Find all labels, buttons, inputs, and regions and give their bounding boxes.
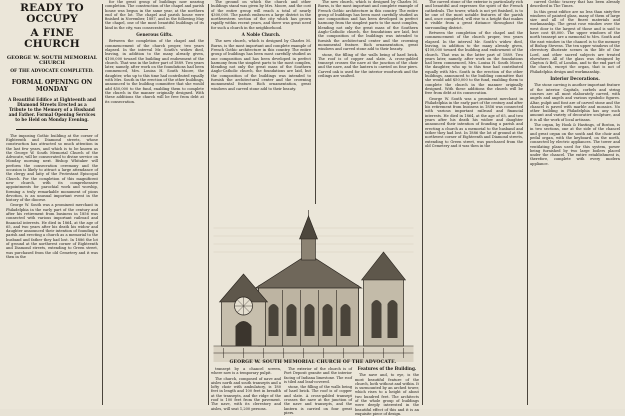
- column-divider: [527, 4, 528, 405]
- paragraph: The new church, which is designed by Charles M. Burns, is the most important and complete example of French Gothic architecture in this country. The entire group of buildings has been most carefully studied as one composition and has been developed in perfect harmony from the simplest parts to the most complex, blending not only the great mass of the Southern Anglo-Catholic church, the foundations are laid, but the composition of the buildings was intended to furnish the architectural center and the crowning monumental feature. Rich ornamentation, great windows and carved stone add to their beauty.: [211, 39, 311, 91]
- paragraph: George W. South was a prominent merchant in Philadelphia in the early part of the century and after his retirement from business in 1856 was connected with various important railroad and financial interests. He died in 1864, at the age of 65, and two years after his death his widow and daughter announced their intention of founding a parish and erecting a church as a memorial to the husband and father they had lost. In 1886 the lot of ground at the northwest corner of Eighteenth and Diamond streets, extending to Green street, was purchased from the old Cemetery and it was then in the: [6, 203, 98, 259]
- column-divider: [208, 4, 209, 405]
- paragraph: stone, the filling of the walls being of hard brick. The roof is of copper and slate. A cross-gabled transept crosses the nave at the junction of the nave and transepts, and the lantern is carried on four great piers.: [284, 385, 352, 415]
- column-divider: [102, 4, 103, 405]
- paragraph: The stone carving is another important feature of the interior. Capitals, corbels and string courses are all most elaborately carved, with angels and angels and various symbolic figures. Altar, pulpit and font are of carved stone and the chancel is paved with marble and mosaics. No other building in Philadelphia has any such amount and variety of decorative sculpture, and it is all the work of local artisans.: [530, 83, 620, 122]
- section-heading: Features of the Building.: [357, 366, 417, 371]
- paragraph: The nave and, to eye, is the most beautiful feature of the church, both without and within. It is surmounted by an arched tower, which rises to a height of about two hundred feet. The architects of the whole group of buildings were deeply interested in the beautiful effect of this and it is an exquisite piece of design.: [355, 373, 419, 416]
- column-2: [105, 0, 204, 364]
- divider: [16, 129, 88, 130]
- column-6: [530, 0, 620, 409]
- paragraph: In this great edifice are no less than sixty-five windows of painted glass, many of them of large size and all of the finest materials and workmanship. The great rose window over the west door is the largest of those and is said to have cost $8,000. The upper windows of the north transept are a memorial to Mrs. South and the east window in the chancel is to the memory of Bishop Stevens. The ten upper windows of the clerestory illustrate scenes in the life of Our Lord, and other sacred subjects are treated elsewhere. All of the glass was designed by Clayton & Bell, of London, and to the end part of the church, except the organ, that is not of Philadelphia design and workmanship.: [530, 9, 620, 74]
- headline-line-1: READY TO OCCUPY: [20, 2, 84, 25]
- paragraph: The imposing Gothic building at the corner of Eighteenth and Diamond streets, whose construction has attracted so much attention in the last few years, and which is to be known as the George W. South Memorial Church of the Advocate, will be consecrated to divine service on Monday morning next. Bishop Whitaker will perform the consecration ceremony and the occasion is likely to attract a large attendance of the clergy and laity of the Protestant Episcopal Church. For the completion of this magnificent new church, with its comprehensive appointments for parochial work and worship, forming a truly remarkable monument of pious devotion, is an unusual important event in the history of the diocese.: [6, 133, 98, 203]
- section-heading: Interior Decorations.: [550, 76, 600, 82]
- column-4: [318, 0, 418, 204]
- headline-deck: A Beautiful Edifice at Eighteenth and Diamond Streets Erected as a Tribute to the Memory of a Husband and Father. Formal Opening Services to be Held on Monday Evening.: [8, 97, 96, 122]
- lower-column-3: [355, 366, 419, 416]
- paragraph: The exterior of the church is of Port Deposit granite and the interior facing of Indiana limestone. The roof is tiled and lead-covered.: [284, 367, 352, 384]
- lower-column-2: [284, 367, 352, 415]
- paragraph: carved Gothic tracery that has been already described in The Times.: [530, 0, 620, 9]
- column-1: [6, 0, 98, 409]
- column-5: [425, 0, 523, 409]
- subhead-formal-opening: FORMAL OPENING ON MONDAY: [11, 79, 93, 93]
- headline-line-2: A FINE CHURCH: [24, 27, 80, 51]
- paragraph: Between the completion of the chapel and the commencement of the church proper, two years elapsed. In the interval Mr. South's widow died, leaving, in addition to the many already given, $100,000 toward the building and endowment of the church. That was in the latter part of 1889. Two years later, namely, after work on the foundations had been commenced, Mrs. Louisa H. South Moore, the daughter, who up to this time had contributed equally with Mrs. South in the erection of the other buildings, announced to the building committee that she would add $50,000 to the fund, enabling them to complete the church in the manner originally designed. With these additions the church will be free from debt at its consecration.: [105, 39, 204, 104]
- paragraph: stone, the filling of the walls being of hard brick. The roof is of copper and slate. A cross-gabled transept crosses the nave at the junction of the choir and the nave, and the lantern is carried on four piers. Carved oak is used for the interior woodwork and the ceilings are vaulted.: [318, 52, 418, 79]
- church-illustration: [213, 208, 414, 362]
- column-divider: [422, 4, 423, 405]
- lower-column-1: [211, 367, 281, 409]
- subhead-2: OF THE ADVOCATE COMPLETED.: [10, 69, 94, 74]
- paragraph: The church, composed of nave and aisles north and south transepts and a lofty choir with ambulatory, is 180 feet in length and 100 feet in breadth at the transepts, and the ridge of the roof is 100 feet from the pavement. The nave, with its clerestory and aisles, will seat 1,200 persons.: [211, 376, 281, 411]
- paragraph: The carved stone of the exterior is particularly rich and beautiful and expresses the spirit of the French cathedrals. The tower, which is not yet finished, is to be one of the most notable features of the parish and, once completed, will rise to a height that makes it visible from a great distance throughout the surrounding district.: [425, 0, 523, 30]
- paragraph: The ground on which the church and other buildings stand was given by Mrs. Moore, and the cost of the entire group will reach a total of nearly $300,000. The parish embraces a large district in the northwestern section of the city which has grown rapidly within recent years, and there was great need for such a church in the neighborhood.: [211, 0, 311, 30]
- column-3: [211, 0, 311, 204]
- paragraph: transept by a chancel screen, where now is a temporary pulpit.: [211, 367, 281, 376]
- column-divider: [315, 4, 316, 204]
- illustration-caption: GEORGE W. SOUTH MEMORIAL CHURCH OF THE ADVOCATE.: [229, 360, 397, 365]
- section-heading: Generous Gifts.: [136, 32, 173, 38]
- subhead-1: GEORGE W. SOUTH MEMORIAL CHURCH: [6, 54, 98, 66]
- paragraph: George W. South was a prominent merchant in Philadelphia in the early part of the century and after his retirement from business in 1856 was connected with various important railroad and financial interests. He died in 1864, at the age of 65, and two years after his death his widow and daughter announced their intention of founding a parish and erecting a church as a memorial to the husband and father they had lost. In 1886 the lot of ground at the northwest corner of Eighteenth and Diamond streets, extending to Green street, was purchased from the old Cemetery and it was then in the: [425, 96, 523, 148]
- paragraph: The new church, which is designed by Charles M. Burns, is the most important and complete example of French Gothic architecture in this country. The entire group of buildings has been most carefully studied as one composition and has been developed in perfect harmony from the simplest parts to the most complex, blending not only the great mass of the Southern Anglo-Catholic church, the foundations are laid, but the composition of the buildings was intended to furnish the architectural center and the crowning monumental feature. Rich ornamentation, great windows and carved stone add to their beauty.: [318, 0, 418, 52]
- section-heading: A Noble Church.: [241, 32, 281, 38]
- paragraph: Between the completion of the chapel and the commencement of the church proper, two years elapsed. In the interval Mr. South's widow died, leaving, in addition to the many already given, $100,000 toward the building and endowment of the church. That was in the latter part of 1889. Two years later, namely, after work on the foundations had been commenced, Mrs. Louisa H. South Moore, the daughter, who up to this time had contributed equally with Mrs. South in the erection of the other buildings, announced to the building committee that she would add $50,000 to the fund, enabling them to complete the church in the manner originally designed. With these additions the church will be free from debt at its consecration.: [425, 31, 523, 96]
- paragraph: for the great group of buildings now nearing completion. The construction of the chapel and parish house was begun in the same year, at the northern end of the lot. The chapel and parish house were finished in November, 1887, and in the following May the chapel, one of the most beautiful buildings of its kind in the city, was consecrated.: [105, 0, 204, 30]
- paragraph: The organ, by Hook & Hastings, of Boston, is in two sections, one at the side of the chancel and great organ on the south and the choir and pedal organ, with the keyboard, on the north, connected by electric appliances. The tower and ventilating plans used for this system, power being furnished by two large boilers placed under the chancel. The entire establishment is, therefore, complete with every modern appliance.: [530, 123, 620, 166]
